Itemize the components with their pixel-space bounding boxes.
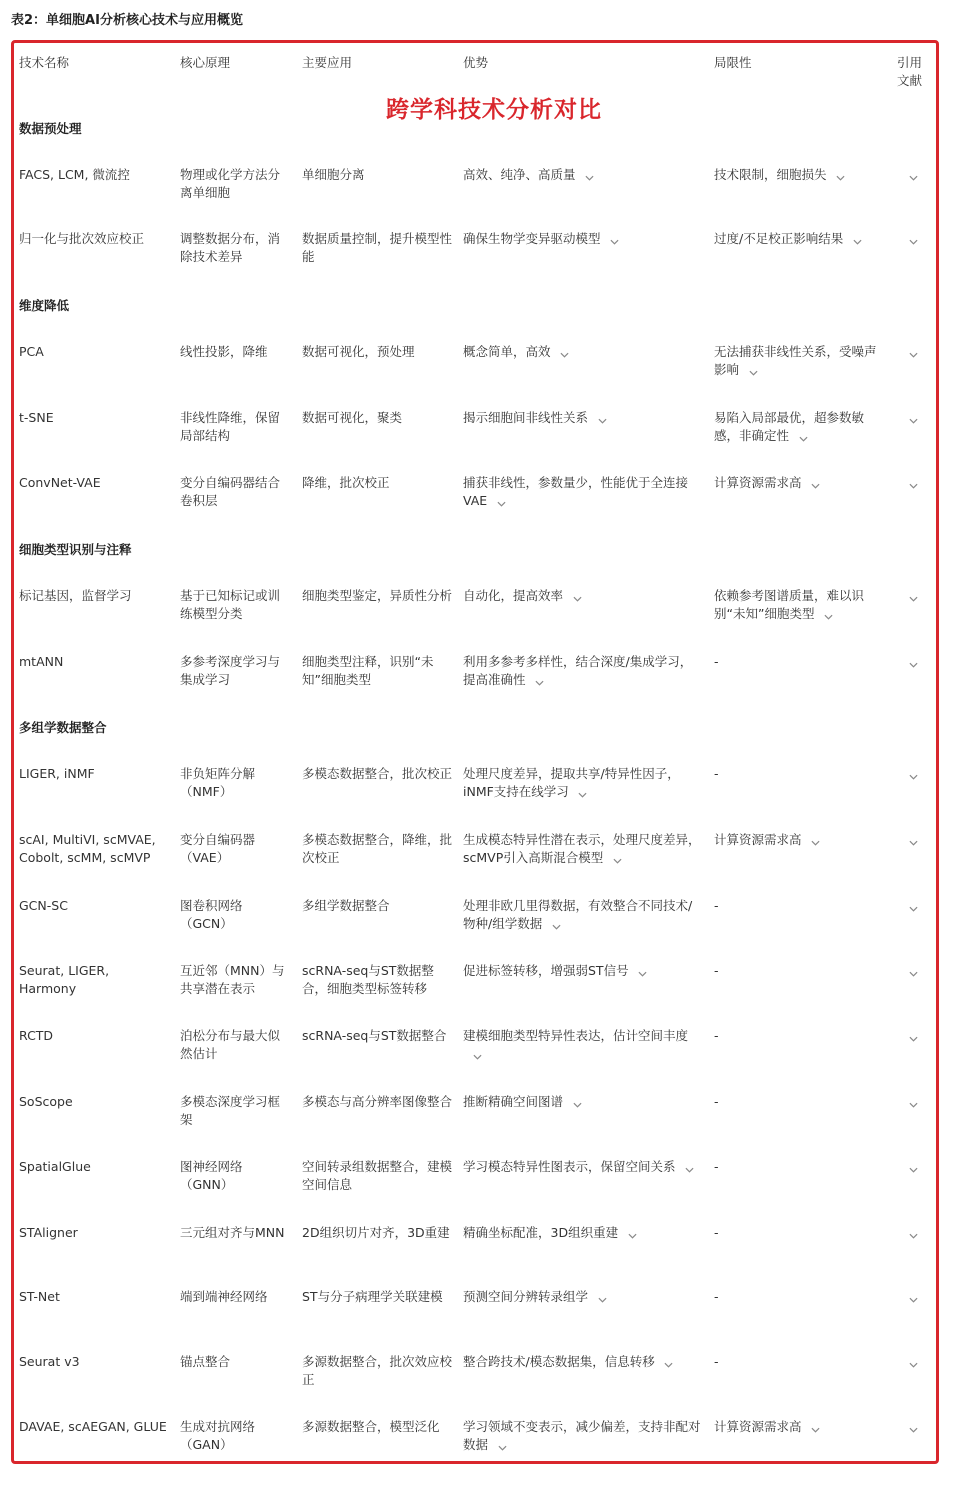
expand-references-chevron-icon[interactable]	[903, 587, 923, 601]
cell-name	[19, 1158, 169, 1176]
column-header: 优势	[463, 55, 489, 70]
column-header: 主要应用	[302, 55, 353, 70]
cell-text: 图神经网络（GNN）	[180, 1159, 243, 1192]
cell-application	[302, 1418, 452, 1436]
cell-name	[19, 1288, 169, 1306]
section-heading: 数据预处理	[19, 121, 82, 136]
cell-text: 捕获非线性，参数量少，性能优于全连接VAE	[463, 475, 689, 508]
cell-name	[19, 1027, 169, 1045]
expand-references-chevron-icon[interactable]	[903, 962, 923, 976]
expand-references-chevron-icon[interactable]	[903, 1288, 923, 1302]
cell-principle	[180, 1353, 288, 1371]
expand-references-chevron-icon[interactable]	[903, 409, 923, 423]
cell-principle	[180, 343, 288, 361]
cell-text: scAI, MultiVI, scMVAE, Cobolt, scMM, scMVP	[19, 832, 156, 865]
cell-name	[19, 343, 169, 361]
cell-name	[19, 765, 169, 783]
cell-name	[19, 230, 169, 248]
cell-advantage	[463, 1027, 703, 1063]
cell-application	[302, 1288, 452, 1306]
cell-text: Seurat v3	[19, 1354, 80, 1369]
chevron-down-icon[interactable]	[806, 478, 826, 492]
cell-limitation	[714, 343, 879, 379]
cell-text: 生成模态特异性潜在表示，处理尺度差异，scMVP引入高斯混合模型	[463, 832, 701, 865]
cell-text: -	[714, 898, 719, 913]
cell-text: -	[714, 1354, 719, 1369]
cell-text: 概念简单，高效	[463, 344, 551, 359]
expand-references-chevron-icon[interactable]	[903, 474, 923, 488]
cell-application	[302, 409, 452, 427]
expand-references-chevron-icon[interactable]	[903, 1353, 923, 1367]
cell-text: 计算资源需求高	[714, 1419, 802, 1434]
cell-advantage	[463, 1093, 703, 1111]
expand-references-chevron-icon[interactable]	[903, 166, 923, 180]
cell-text: 无法捕获非线性关系，受噪声影响	[714, 344, 877, 377]
chevron-down-icon[interactable]	[592, 413, 612, 427]
table-row	[19, 831, 931, 891]
cell-advantage	[463, 1158, 703, 1176]
cell-limitation	[714, 1418, 879, 1436]
cell-principle	[180, 765, 288, 801]
cell-principle	[180, 474, 288, 510]
cell-text: 利用多参考多样性，结合深度/集成学习，提高准确性	[463, 654, 693, 687]
cell-application	[302, 1027, 452, 1045]
cell-text: DAVAE, scAEGAN, GLUE	[19, 1419, 167, 1434]
cell-limitation	[714, 1288, 879, 1306]
cell-principle	[180, 166, 288, 202]
cell-principle	[180, 653, 288, 689]
cell-text: 数据可视化，聚类	[302, 410, 403, 425]
chevron-down-icon[interactable]	[793, 431, 813, 445]
tech-table	[11, 40, 939, 1464]
cell-advantage	[463, 653, 703, 689]
cell-application	[302, 343, 452, 361]
chevron-down-icon[interactable]	[622, 1228, 642, 1242]
cell-application	[302, 1093, 452, 1111]
cell-name	[19, 1418, 169, 1436]
cell-text: -	[714, 654, 719, 669]
cell-name	[19, 897, 169, 915]
cell-application	[302, 1158, 452, 1194]
cell-text: 确保生物学变异驱动模型	[463, 231, 601, 246]
chevron-down-icon[interactable]	[573, 787, 593, 801]
cell-principle	[180, 1158, 288, 1194]
column-header: 技术名称	[19, 55, 70, 70]
table-row	[19, 343, 931, 403]
cell-advantage	[463, 962, 703, 980]
chevron-down-icon[interactable]	[492, 1440, 512, 1454]
cell-text: 调整数据分布，消除技术差异	[180, 231, 281, 264]
cell-text: 处理尺度差异，提取共享/特异性因子，iNMF支持在线学习	[463, 766, 680, 799]
chevron-down-icon[interactable]	[555, 347, 575, 361]
cell-advantage	[463, 831, 703, 867]
cell-principle	[180, 230, 288, 266]
cell-name	[19, 831, 169, 867]
cell-text: -	[714, 963, 719, 978]
cell-text: 建模细胞类型特异性表达，估计空间丰度	[463, 1028, 689, 1043]
cell-principle	[180, 962, 288, 998]
cell-limitation	[714, 1224, 879, 1242]
cell-advantage	[463, 1288, 703, 1306]
cell-principle	[180, 1288, 288, 1306]
cell-text: 2D组织切片对齐，3D重建	[302, 1225, 450, 1240]
table-row	[19, 474, 931, 534]
cell-text: 计算资源需求高	[714, 832, 802, 847]
chevron-down-icon[interactable]	[467, 1049, 487, 1063]
cell-application	[302, 765, 452, 783]
cell-application	[302, 897, 452, 915]
header-row	[19, 54, 931, 114]
cell-text: 互近邻（MNN）与共享潜在表示	[180, 963, 285, 996]
table-row	[19, 1288, 931, 1348]
page-title: 表2：单细胞AI分析核心技术与应用概览	[11, 13, 243, 28]
cell-text: -	[714, 766, 719, 781]
cell-application	[302, 1353, 452, 1389]
cell-limitation	[714, 962, 879, 980]
table-row	[19, 1027, 931, 1087]
cell-text: 多模态数据整合，批次校正	[302, 766, 453, 781]
cell-text: 泊松分布与最大似然估计	[180, 1028, 281, 1061]
cell-text: 计算资源需求高	[714, 475, 802, 490]
cell-application	[302, 653, 452, 689]
cell-name	[19, 962, 169, 998]
cell-advantage	[463, 1418, 703, 1454]
cell-application	[302, 166, 452, 184]
cell-limitation	[714, 1353, 879, 1371]
table-row	[19, 1224, 931, 1284]
cell-text: STAligner	[19, 1225, 78, 1240]
cell-application	[302, 1224, 452, 1242]
cell-text: -	[714, 1289, 719, 1304]
cell-text: 基于已知标记或训练模型分类	[180, 588, 281, 621]
cell-advantage	[463, 765, 703, 801]
cell-principle	[180, 409, 288, 445]
cell-text: 技术限制，细胞损失	[714, 167, 827, 182]
cell-text: 变分自编码器结合卷积层	[180, 475, 281, 508]
column-header: 局限性	[714, 55, 752, 70]
expand-references-chevron-icon[interactable]	[903, 1027, 923, 1041]
cell-application	[302, 474, 452, 492]
cell-text: mtANN	[19, 654, 64, 669]
cell-text: 多源数据整合，模型泛化	[302, 1419, 440, 1434]
cell-limitation	[714, 409, 879, 445]
cell-text: 处理非欧几里得数据，有效整合不同技术/物种/组学数据	[463, 898, 693, 931]
table-row	[19, 897, 931, 957]
cell-text: RCTD	[19, 1028, 54, 1043]
chevron-down-icon[interactable]	[806, 835, 826, 849]
cell-text: 精确坐标配准，3D组织重建	[463, 1225, 619, 1240]
expand-references-chevron-icon[interactable]	[903, 765, 923, 779]
cell-name	[19, 653, 169, 671]
table-row	[19, 1158, 931, 1218]
table-row	[19, 1418, 931, 1478]
chevron-down-icon[interactable]	[680, 1162, 700, 1176]
chevron-down-icon[interactable]	[530, 675, 550, 689]
cell-text: ST与分子病理学关联建模	[302, 1289, 443, 1304]
cell-text: 归一化与批次效应校正	[19, 231, 145, 246]
cell-text: 端到端神经网络	[180, 1289, 268, 1304]
cell-text: LIGER, iNMF	[19, 766, 95, 781]
cell-limitation	[714, 230, 879, 248]
expand-references-chevron-icon[interactable]	[903, 653, 923, 667]
cell-name	[19, 474, 169, 492]
chevron-down-icon[interactable]	[743, 365, 763, 379]
cell-application	[302, 962, 452, 998]
chevron-down-icon[interactable]	[607, 853, 627, 867]
cell-text: 数据可视化，预处理	[302, 344, 415, 359]
cell-text: 标记基因，监督学习	[19, 588, 132, 603]
cell-text: 整合跨技术/模态数据集，信息转移	[463, 1354, 655, 1369]
cell-text: 图卷积网络（GCN）	[180, 898, 243, 931]
cell-text: -	[714, 1159, 719, 1174]
cell-text: 预测空间分辨转录组学	[463, 1289, 589, 1304]
cell-advantage	[463, 897, 703, 933]
cell-text: 多模态深度学习框架	[180, 1094, 281, 1127]
cell-text: 学习领域不变表示，减少偏差，支持非配对数据	[463, 1419, 701, 1452]
cell-text: 线性投影，降维	[180, 344, 268, 359]
cell-limitation	[714, 765, 879, 783]
cell-text: -	[714, 1094, 719, 1109]
chevron-down-icon[interactable]	[546, 919, 566, 933]
cell-text: PCA	[19, 344, 44, 359]
table-row	[19, 962, 931, 1022]
chevron-down-icon[interactable]	[592, 1292, 612, 1306]
cell-limitation	[714, 587, 879, 623]
overlay-title: 跨学科技术分析对比	[386, 97, 602, 123]
cell-text: 细胞类型注释，识别“未知”细胞类型	[302, 654, 434, 687]
cell-text: 多源数据整合，批次效应校正	[302, 1354, 453, 1387]
column-header: 引用文献	[897, 55, 923, 88]
cell-text: ConvNet-VAE	[19, 475, 101, 490]
expand-references-chevron-icon[interactable]	[903, 831, 923, 845]
table-row	[19, 765, 931, 825]
cell-text: t-SNE	[19, 410, 54, 425]
chevron-down-icon[interactable]	[806, 1422, 826, 1436]
cell-name	[19, 409, 169, 427]
cell-limitation	[714, 166, 879, 184]
cell-text: 细胞类型鉴定，异质性分析	[302, 588, 453, 603]
cell-advantage	[463, 1353, 703, 1371]
cell-text: 学习模态特异性图表示，保留空间关系	[463, 1159, 676, 1174]
cell-principle	[180, 897, 288, 933]
cell-text: 多模态数据整合，降维，批次校正	[302, 832, 453, 865]
cell-principle	[180, 587, 288, 623]
cell-name	[19, 1224, 169, 1242]
cell-text: scRNA-seq与ST数据整合，细胞类型标签转移	[302, 963, 434, 996]
section-heading: 细胞类型识别与注释	[19, 542, 132, 557]
cell-text: 易陷入局部最优，超参数敏感，非确定性	[714, 410, 865, 443]
cell-limitation	[714, 897, 879, 915]
cell-text: ST-Net	[19, 1289, 60, 1304]
cell-principle	[180, 1418, 288, 1454]
cell-application	[302, 230, 452, 266]
table-row	[19, 1093, 931, 1153]
cell-text: 变分自编码器（VAE）	[180, 832, 256, 865]
cell-application	[302, 831, 452, 867]
expand-references-chevron-icon[interactable]	[903, 1093, 923, 1107]
cell-text: 生成对抗网络（GAN）	[180, 1419, 256, 1452]
cell-text: 多参考深度学习与集成学习	[180, 654, 281, 687]
expand-references-chevron-icon[interactable]	[903, 1158, 923, 1172]
cell-text: Seurat, LIGER, Harmony	[19, 963, 110, 996]
cell-text: -	[714, 1028, 719, 1043]
cell-text: -	[714, 1225, 719, 1240]
cell-name	[19, 1353, 169, 1371]
table-row	[19, 230, 931, 290]
cell-text: 促进标签转移，增强弱ST信号	[463, 963, 629, 978]
cell-advantage	[463, 474, 703, 510]
cell-text: FACS, LCM, 微流控	[19, 167, 130, 182]
cell-text: 非线性降维，保留局部结构	[180, 410, 281, 443]
cell-text: 依赖参考图谱质量，难以识别“未知”细胞类型	[714, 588, 865, 621]
table-row	[19, 166, 931, 226]
cell-advantage	[463, 587, 703, 605]
chevron-down-icon[interactable]	[567, 591, 587, 605]
cell-text: 数据质量控制，提升模型性能	[302, 231, 453, 264]
chevron-down-icon[interactable]	[491, 496, 511, 510]
cell-name	[19, 166, 169, 184]
chevron-down-icon[interactable]	[633, 966, 653, 980]
section-heading: 多组学数据整合	[19, 720, 107, 735]
chevron-down-icon[interactable]	[847, 234, 867, 248]
cell-text: 自动化，提高效率	[463, 588, 564, 603]
cell-text: 多组学数据整合	[302, 898, 390, 913]
cell-advantage	[463, 343, 703, 361]
expand-references-chevron-icon[interactable]	[903, 897, 923, 911]
chevron-down-icon[interactable]	[659, 1357, 679, 1371]
chevron-down-icon[interactable]	[580, 170, 600, 184]
cell-application	[302, 587, 452, 605]
chevron-down-icon[interactable]	[567, 1097, 587, 1111]
cell-limitation	[714, 1093, 879, 1111]
cell-limitation	[714, 653, 879, 671]
cell-text: 揭示细胞间非线性关系	[463, 410, 589, 425]
cell-limitation	[714, 474, 879, 492]
table-row	[19, 409, 931, 469]
cell-limitation	[714, 1158, 879, 1176]
cell-principle	[180, 831, 288, 867]
cell-text: 推断精确空间图谱	[463, 1094, 564, 1109]
section-heading: 维度降低	[19, 298, 70, 313]
cell-advantage	[463, 166, 703, 184]
expand-references-chevron-icon[interactable]	[903, 343, 923, 357]
chevron-down-icon[interactable]	[818, 609, 838, 623]
cell-text: GCN-SC	[19, 898, 68, 913]
cell-name	[19, 587, 169, 605]
cell-text: 高效、纯净、高质量	[463, 167, 576, 182]
cell-limitation	[714, 831, 879, 849]
table-row	[19, 653, 931, 713]
chevron-down-icon[interactable]	[605, 234, 625, 248]
cell-principle	[180, 1027, 288, 1063]
cell-advantage	[463, 1224, 703, 1242]
expand-references-chevron-icon[interactable]	[903, 1418, 923, 1432]
cell-text: 三元组对齐与MNN	[180, 1225, 285, 1240]
cell-text: 物理或化学方法分离单细胞	[180, 167, 281, 200]
table-row	[19, 1353, 931, 1413]
cell-advantage	[463, 409, 703, 427]
cell-principle	[180, 1093, 288, 1129]
chevron-down-icon[interactable]	[831, 170, 851, 184]
expand-references-chevron-icon[interactable]	[903, 1224, 923, 1238]
cell-text: 空间转录组数据整合，建模空间信息	[302, 1159, 453, 1192]
table-row	[19, 587, 931, 647]
cell-text: 单细胞分离	[302, 167, 365, 182]
cell-text: SoScope	[19, 1094, 73, 1109]
cell-text: scRNA-seq与ST数据整合	[302, 1028, 447, 1043]
column-header: 核心原理	[180, 55, 231, 70]
cell-text: 多模态与高分辨率图像整合	[302, 1094, 453, 1109]
cell-advantage	[463, 230, 703, 248]
cell-text: 非负矩阵分解（NMF）	[180, 766, 256, 799]
cell-principle	[180, 1224, 288, 1242]
cell-name	[19, 1093, 169, 1111]
cell-text: 降维，批次校正	[302, 475, 390, 490]
cell-limitation	[714, 1027, 879, 1045]
cell-text: 过度/不足校正影响结果	[714, 231, 844, 246]
expand-references-chevron-icon[interactable]	[903, 230, 923, 244]
cell-text: 锚点整合	[180, 1354, 231, 1369]
cell-text: SpatialGlue	[19, 1159, 91, 1174]
